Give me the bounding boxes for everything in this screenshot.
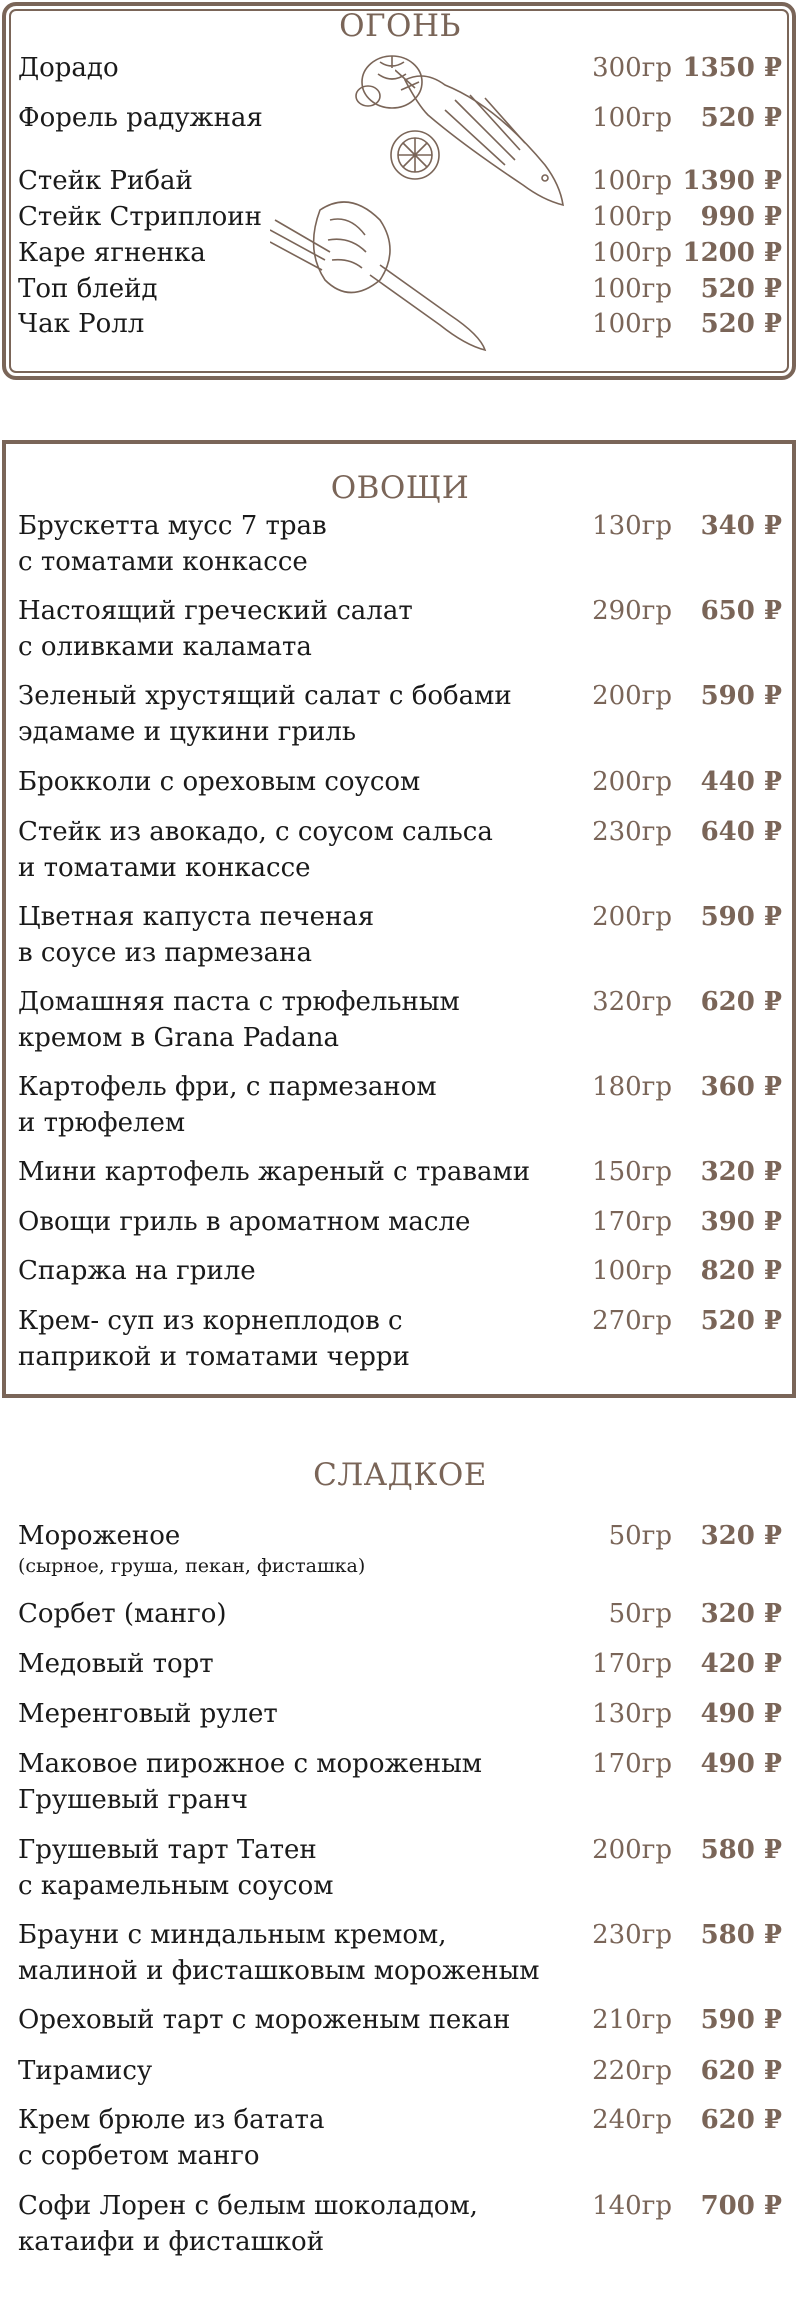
menu-item-name <box>18 1646 578 1682</box>
menu-item-weight: 240гр <box>592 2105 672 2135</box>
menu-item-weight: 210гр <box>592 2005 672 2035</box>
menu-item-name-line: Настоящий греческий салат <box>18 596 413 626</box>
section-title-desserts: СЛАДКОЕ <box>313 1457 487 1493</box>
menu-item-name <box>18 899 578 971</box>
menu-item-name-line: паприкой и томатами черри <box>18 1342 410 1372</box>
menu-item-name-line: Медовый торт <box>18 1649 214 1679</box>
menu-item-weight: 300гр <box>592 53 672 83</box>
menu-item-name-line: с сорбетом манго <box>18 2141 260 2171</box>
menu-item-name <box>18 1917 578 1989</box>
menu-item-weight: 100гр <box>592 309 672 339</box>
menu-item-name-line: Стейк Стриплоин <box>18 202 262 232</box>
menu-item-price: 520 ₽ <box>700 274 782 304</box>
menu-item-name-line: Стейк Рибай <box>18 166 193 196</box>
menu-item-name-line: Крем брюле из батата <box>18 2105 325 2135</box>
menu-item-price: 1390 ₽ <box>682 166 782 196</box>
menu-item-price: 1200 ₽ <box>682 238 782 268</box>
menu-item-name <box>18 1303 578 1375</box>
menu-item-name <box>18 593 578 665</box>
menu-item-price: 700 ₽ <box>700 2191 782 2221</box>
menu-item-name-line: в соусе из пармезана <box>18 938 312 968</box>
section-title-fire: ОГОНЬ <box>339 8 461 44</box>
section-title-vegetables: ОВОЩИ <box>330 470 470 506</box>
menu-item-weight: 200гр <box>592 902 672 932</box>
menu-item-weight: 230гр <box>592 1920 672 1950</box>
menu-item-weight: 170гр <box>592 1749 672 1779</box>
menu-item-name-line: Брускетта мусс 7 трав <box>18 511 327 541</box>
menu-item-price: 360 ₽ <box>700 1072 782 1102</box>
menu-item-name <box>18 1069 578 1141</box>
menu-item-name-line: кремом в Grana Padana <box>18 1023 339 1053</box>
menu-item-name-line: Мини картофель жареный с травами <box>18 1157 531 1187</box>
menu-item-note: (сырное, груша, пекан, фисташка) <box>18 1555 366 1577</box>
menu-item-weight: 200гр <box>592 767 672 797</box>
menu-item-name-line: Сорбет (манго) <box>18 1599 227 1629</box>
menu-item-name-line: катаифи и фисташкой <box>18 2227 325 2257</box>
menu-item-name-line: Крем- суп из корнеплодов с <box>18 1306 403 1336</box>
menu-item-name-line: Чак Ролл <box>18 309 145 339</box>
menu-item-name-line: Домашняя паста с трюфельным <box>18 987 460 1017</box>
menu-item-name-line: малиной и фисташковым мороженым <box>18 1956 540 1986</box>
menu-item-name-line: Каре ягненка <box>18 238 206 268</box>
menu-item-price: 590 ₽ <box>700 902 782 932</box>
menu-item-name <box>18 1253 578 1289</box>
menu-item-price: 440 ₽ <box>700 767 782 797</box>
menu-item-name-line: с томатами конкассе <box>18 547 308 577</box>
menu-item-weight: 130гр <box>592 1699 672 1729</box>
menu-item-name-line: Овощи гриль в ароматном масле <box>18 1207 471 1237</box>
menu-item-name <box>18 2053 578 2089</box>
menu-item-weight: 100гр <box>592 274 672 304</box>
menu-item-weight: 140гр <box>592 2191 672 2221</box>
menu-item-weight: 100гр <box>592 103 672 133</box>
menu-item-weight: 320гр <box>592 987 672 1017</box>
menu-item-weight: 50гр <box>608 1521 672 1551</box>
menu-item-weight: 170гр <box>592 1649 672 1679</box>
menu-item-name <box>18 1204 578 1240</box>
menu-item-price: 520 ₽ <box>700 309 782 339</box>
menu-item-price: 340 ₽ <box>700 511 782 541</box>
menu-item-weight: 100гр <box>592 202 672 232</box>
menu-item-price: 420 ₽ <box>700 1649 782 1679</box>
menu-item-price: 490 ₽ <box>700 1699 782 1729</box>
menu-item-name-line: Софи Лорен с белым шоколадом, <box>18 2191 478 2221</box>
menu-item-price: 820 ₽ <box>700 1256 782 1286</box>
menu-item-name <box>18 1596 578 1632</box>
menu-item-name <box>18 1518 578 1578</box>
menu-item-name <box>18 2188 578 2260</box>
menu-item-name-line: Ореховый тарт с мороженым пекан <box>18 2005 511 2035</box>
menu-item-name-line: Мороженое <box>18 1521 181 1551</box>
menu-item-name-line: Меренговый рулет <box>18 1699 278 1729</box>
menu-item-name <box>18 50 578 86</box>
menu-item-price: 620 ₽ <box>700 2105 782 2135</box>
menu-item-name-line: Маковое пирожное с мороженым <box>18 1749 483 1779</box>
menu-item-price: 620 ₽ <box>700 987 782 1017</box>
menu-item-name <box>18 306 578 342</box>
menu-item-name <box>18 271 578 307</box>
menu-item-name-line: Тирамису <box>18 2056 153 2086</box>
menu-item-name-line: Брокколи с ореховым соусом <box>18 767 421 797</box>
menu-item-price: 590 ₽ <box>700 2005 782 2035</box>
menu-item-weight: 150гр <box>592 1157 672 1187</box>
menu-item-name-line: Цветная капуста печеная <box>18 902 375 932</box>
menu-item-price: 650 ₽ <box>700 596 782 626</box>
menu-item-price: 520 ₽ <box>700 1306 782 1336</box>
menu-item-name <box>18 235 578 271</box>
menu-item-name-line: Грушевый гранч <box>18 1785 248 1815</box>
menu-item-name <box>18 2002 578 2038</box>
menu-item-name-line: Дорадо <box>18 53 119 83</box>
menu-item-weight: 100гр <box>592 1256 672 1286</box>
menu-item-name-line: с карамельным соусом <box>18 1871 334 1901</box>
menu-item-name <box>18 199 578 235</box>
menu-item-name-line: с оливками каламата <box>18 632 312 662</box>
menu-item-name-line: и томатами конкассе <box>18 853 311 883</box>
menu-item-price: 320 ₽ <box>700 1521 782 1551</box>
menu-item-price: 1350 ₽ <box>682 53 782 83</box>
menu-item-name-line: Топ блейд <box>18 274 158 304</box>
menu-item-weight: 180гр <box>592 1072 672 1102</box>
menu-item-weight: 100гр <box>592 238 672 268</box>
menu-item-name <box>18 1746 578 1818</box>
menu-item-weight: 200гр <box>592 681 672 711</box>
menu-item-name <box>18 163 578 199</box>
menu-item-weight: 130гр <box>592 511 672 541</box>
menu-item-price: 320 ₽ <box>700 1599 782 1629</box>
menu-item-name-line: Форель радужная <box>18 103 263 133</box>
menu-item-name <box>18 2102 578 2174</box>
menu-item-price: 580 ₽ <box>700 1920 782 1950</box>
menu-item-price: 490 ₽ <box>700 1749 782 1779</box>
menu-item-name-line: Грушевый тарт Татен <box>18 1835 317 1865</box>
menu-item-name <box>18 1154 578 1190</box>
menu-item-name <box>18 1832 578 1904</box>
menu-item-price: 390 ₽ <box>700 1207 782 1237</box>
menu-item-name-line: и трюфелем <box>18 1108 186 1138</box>
menu-item-name-line: эдамаме и цукини гриль <box>18 717 357 747</box>
menu-item-name <box>18 508 578 580</box>
menu-item-weight: 100гр <box>592 166 672 196</box>
menu-item-price: 520 ₽ <box>700 103 782 133</box>
menu-item-name <box>18 1696 578 1732</box>
menu-item-name-line: Брауни с миндальным кремом, <box>18 1920 447 1950</box>
menu-item-price: 580 ₽ <box>700 1835 782 1865</box>
menu-item-name-line: Стейк из авокадо, с соусом сальса <box>18 817 493 847</box>
menu-item-price: 640 ₽ <box>700 817 782 847</box>
menu-item-price: 990 ₽ <box>700 202 782 232</box>
menu-item-name-line: Спаржа на гриле <box>18 1256 256 1286</box>
menu-item-price: 320 ₽ <box>700 1157 782 1187</box>
menu-item-price: 620 ₽ <box>700 2056 782 2086</box>
menu-item-weight: 50гр <box>608 1599 672 1629</box>
menu-item-price: 590 ₽ <box>700 681 782 711</box>
menu-item-name-line: Зеленый хрустящий салат с бобами <box>18 681 512 711</box>
menu-item-weight: 230гр <box>592 817 672 847</box>
menu-item-name <box>18 100 578 136</box>
menu-item-weight: 170гр <box>592 1207 672 1237</box>
menu-item-name <box>18 984 578 1056</box>
menu-item-name <box>18 814 578 886</box>
menu-item-weight: 220гр <box>592 2056 672 2086</box>
menu-item-weight: 290гр <box>592 596 672 626</box>
menu-item-name-line: Картофель фри, с пармезаном <box>18 1072 437 1102</box>
menu-item-name <box>18 678 578 750</box>
menu-item-name <box>18 764 578 800</box>
menu-item-weight: 200гр <box>592 1835 672 1865</box>
menu-item-weight: 270гр <box>592 1306 672 1336</box>
